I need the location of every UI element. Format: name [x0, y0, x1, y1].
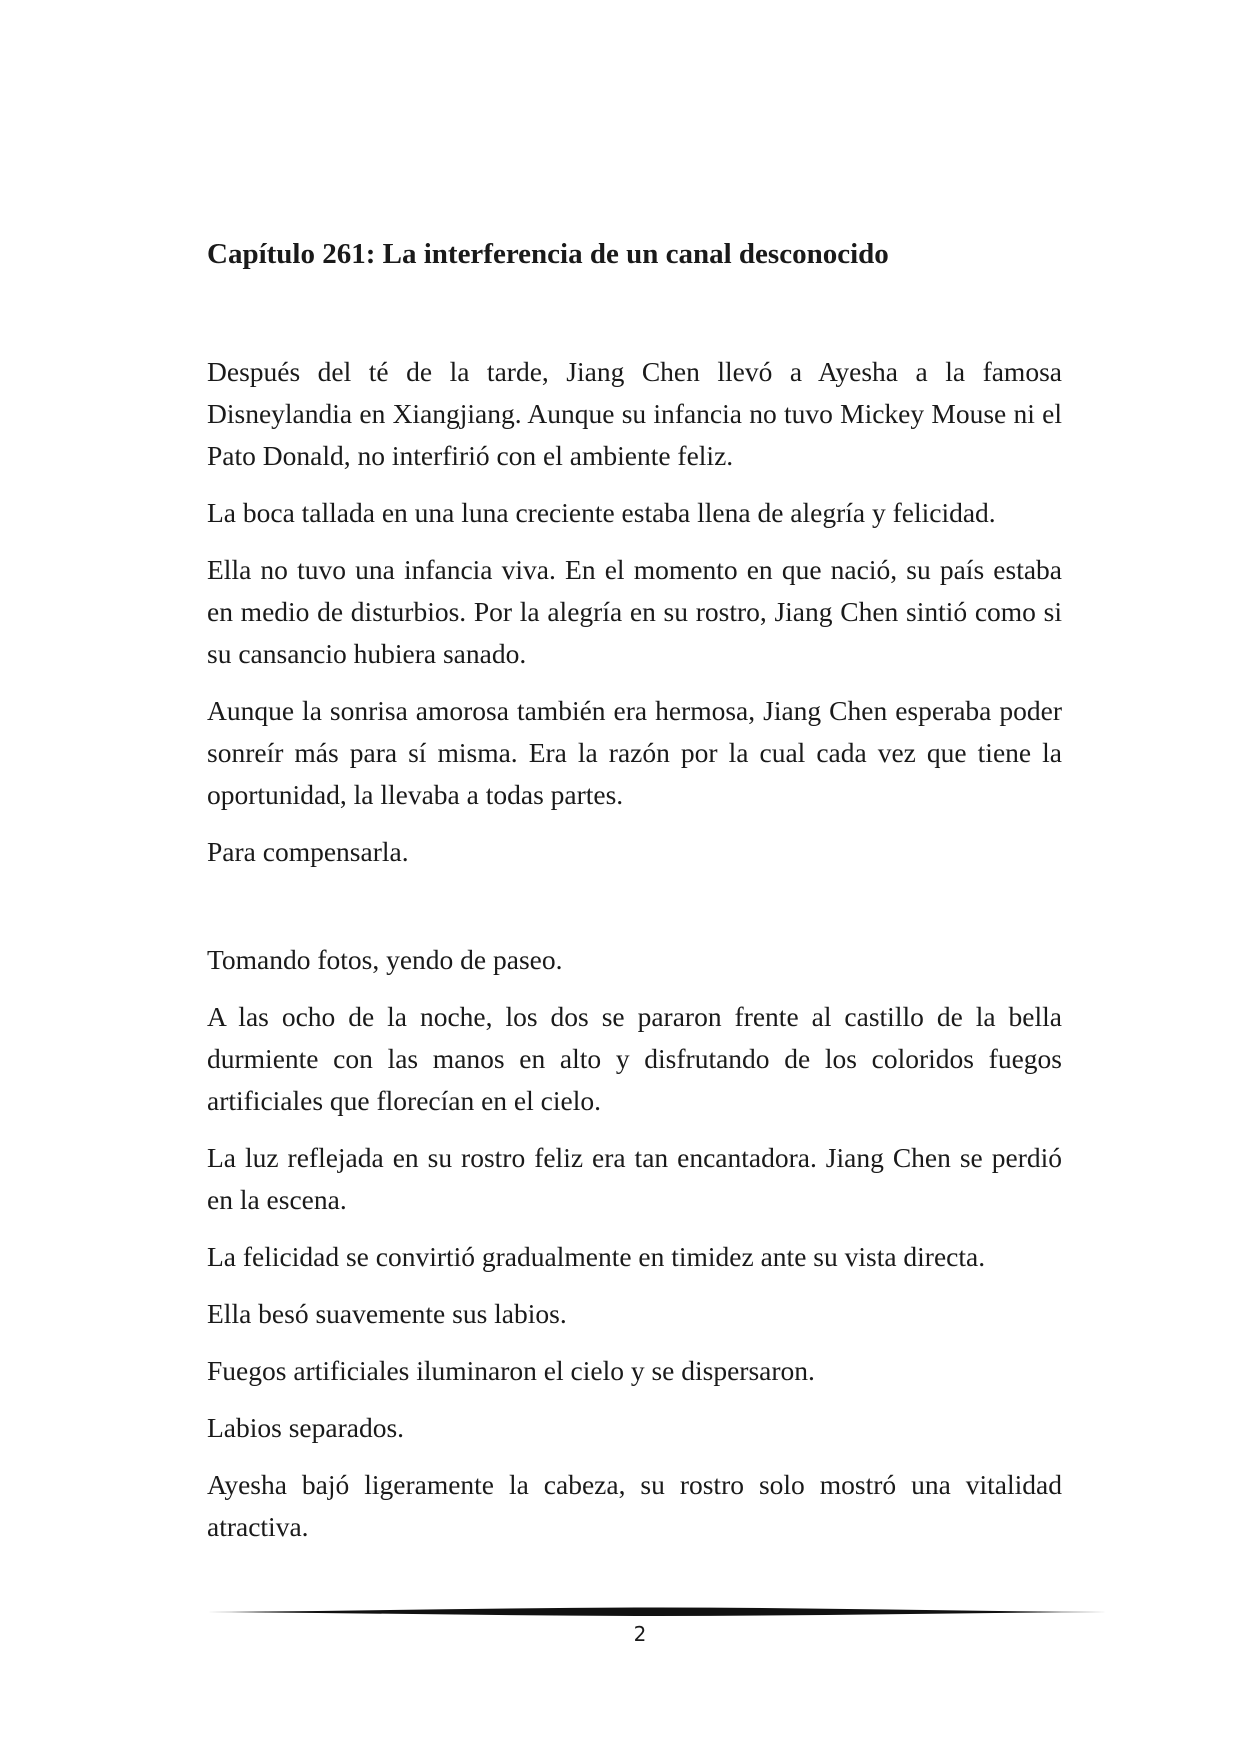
paragraph: A las ocho de la noche, los dos se pararon frente al castillo de la bella durmiente con las manos en alto y disfrutando de los coloridos fuegos artificiales que florecían en el cielo. [207, 1001, 1062, 1116]
paragraph: Labios separados. [207, 1412, 405, 1443]
paragraph: La boca tallada en una luna creciente estaba llena de alegría y felicidad. [207, 497, 996, 528]
paragraph: Ella no tuvo una infancia viva. En el momento en que nació, su país estaba en medio de disturbios. Por la alegría en su rostro, Jiang Chen sintió como si su cansancio hubiera sanado. [207, 554, 1062, 669]
chapter-body [207, 351, 1062, 1563]
paragraph: Ella besó suavemente sus labios. [207, 1298, 567, 1329]
paragraph: La luz reflejada en su rostro feliz era tan encantadora. Jiang Chen se perdió en la escena. [207, 1142, 1062, 1215]
paragraph: Para compensarla. [207, 836, 409, 867]
paragraph: Ayesha bajó ligeramente la cabeza, su rostro solo mostró una vitalidad atractiva. [207, 1469, 1062, 1542]
paragraph: La felicidad se convirtió gradualmente en timidez ante su vista directa. [207, 1241, 986, 1272]
page-number: 2 [633, 1622, 647, 1646]
paragraph: Aunque la sonrisa amorosa también era hermosa, Jiang Chen esperaba poder sonreír más para sí misma. Era la razón por la cual cada vez que tiene la oportunidad, la llevaba a todas partes. [207, 695, 1062, 810]
paragraph: Tomando fotos, yendo de paseo. [207, 944, 563, 975]
chapter-title: Capítulo 261: La interferencia de un canal desconocido [207, 238, 889, 270]
footer-divider [207, 1606, 1107, 1618]
paragraph: Fuegos artificiales iluminaron el cielo y se dispersaron. [207, 1355, 815, 1386]
paragraph: Después del té de la tarde, Jiang Chen llevó a Ayesha a la famosa Disneylandia en Xiangjiang. Aunque su infancia no tuvo Mickey Mouse ni el Pato Donald, no interfirió con el ambiente feliz. [207, 356, 1062, 471]
